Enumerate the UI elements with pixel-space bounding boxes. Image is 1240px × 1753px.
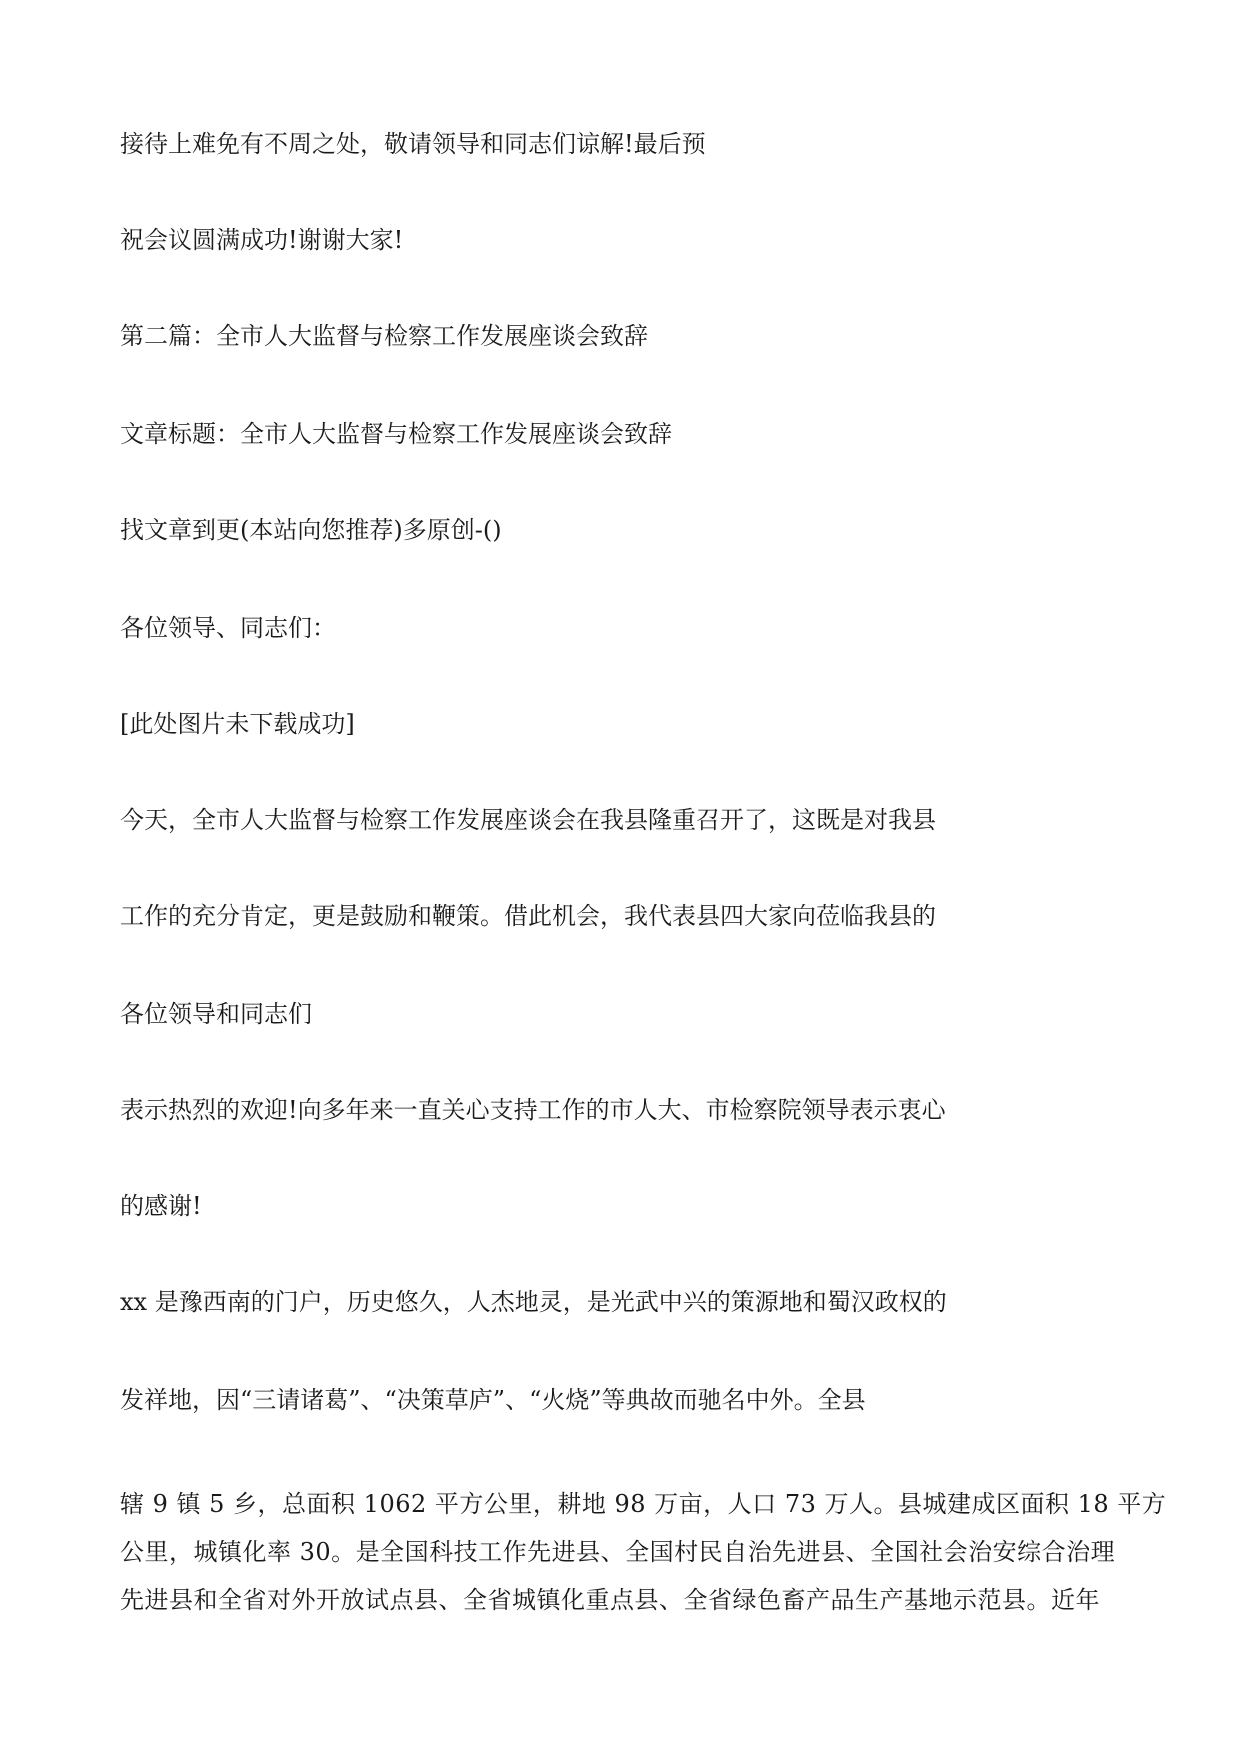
paragraph-line: 辖 9 镇 5 乡，总面积 1062 平方公里，耕地 98 万亩，人口 73 万人。县城建成区面积 18 平方 [120, 1490, 1167, 1518]
text-line: 今天，全市人大监督与检察工作发展座谈会在我县隆重召开了，这既是对我县 [120, 806, 936, 834]
body-paragraph [120, 1480, 1167, 1624]
text-line: 工作的充分肯定，更是鼓励和鞭策。借此机会，我代表县四大家向莅临我县的 [120, 902, 936, 930]
text-line: 祝会议圆满成功!谢谢大家! [120, 226, 404, 254]
text-line: 的感谢! [120, 1192, 202, 1220]
paragraph-line: 先进县和全省对外开放试点县、全省城镇化重点县、全省绿色畜产品生产基地示范县。近年 [120, 1586, 1100, 1614]
section-heading: 第二篇：全市人大监督与检察工作发展座谈会致辞 [120, 322, 648, 350]
text-line: 各位领导和同志们 [120, 1000, 312, 1028]
text-line: 表示热烈的欢迎!向多年来一直关心支持工作的市人大、市检察院领导表示衷心 [120, 1096, 946, 1124]
text-line: xx 是豫西南的门户，历史悠久，人杰地灵，是光武中兴的策源地和蜀汉政权的 [120, 1288, 947, 1316]
text-line: 发祥地，因“三请诸葛”、“决策草庐”、“火烧”等典故而驰名中外。全县 [120, 1386, 866, 1414]
image-placeholder-text: [此处图片未下载成功] [120, 710, 355, 738]
paragraph-line: 公里，城镇化率 30。是全国科技工作先进县、全国村民自治先进县、全国社会治安综合治理 [120, 1538, 1116, 1566]
text-line: 找文章到更(本站向您推荐)多原创-() [120, 516, 502, 544]
article-title: 文章标题：全市人大监督与检察工作发展座谈会致辞 [120, 420, 672, 448]
text-line: 接待上难免有不周之处，敬请领导和同志们谅解!最后预 [120, 130, 706, 158]
salutation: 各位领导、同志们： [120, 614, 336, 642]
